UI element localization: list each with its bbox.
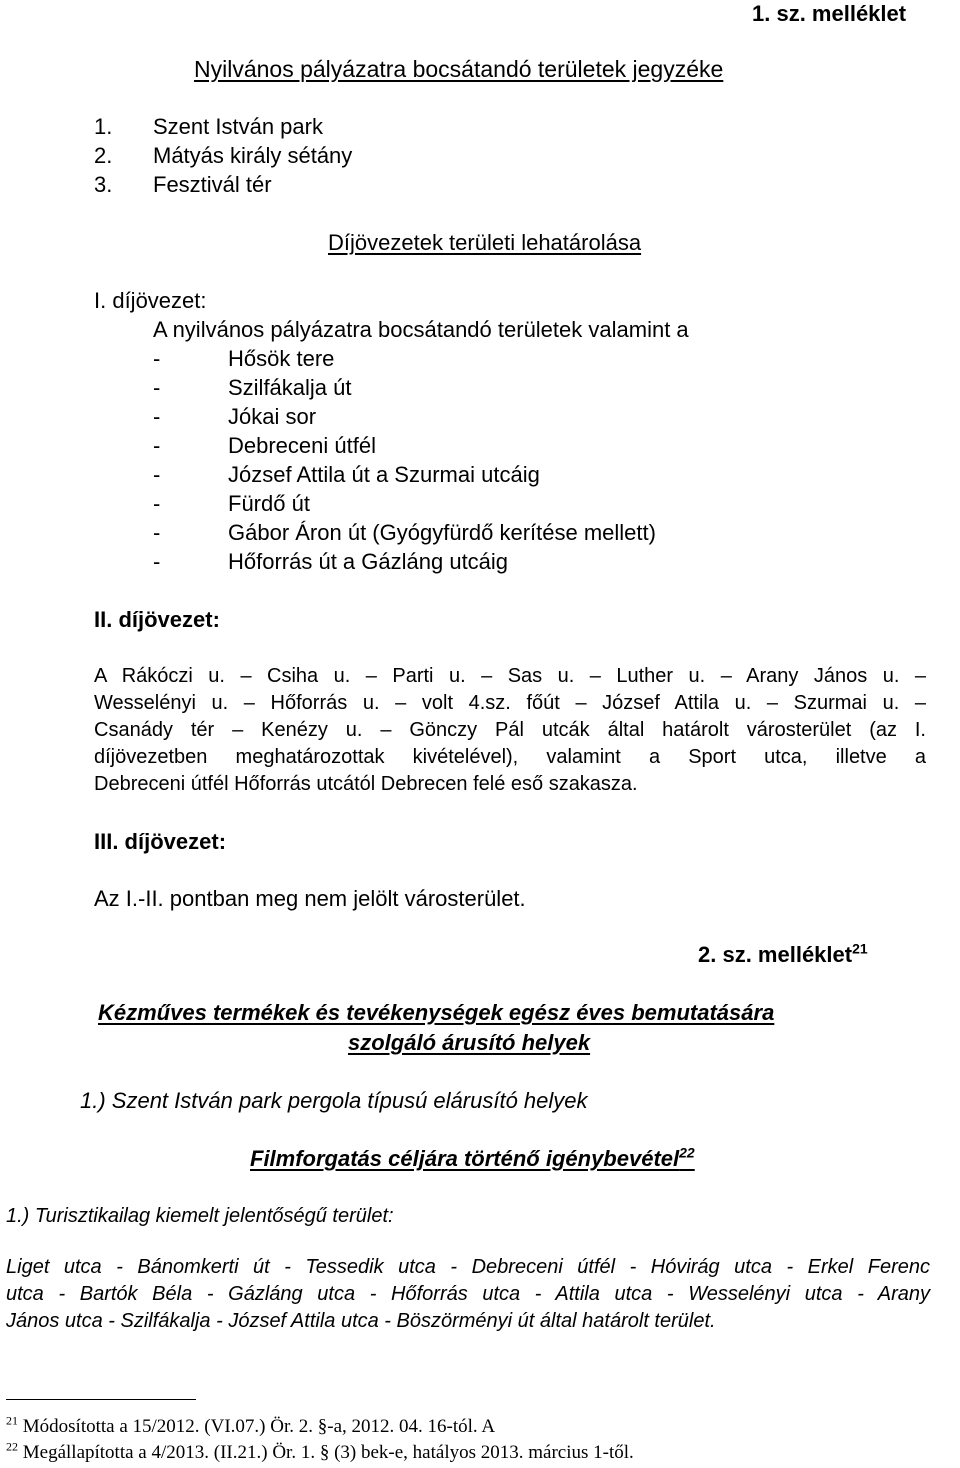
- annex-2-label-text: 2. sz. melléklet: [698, 942, 853, 967]
- zones-title: Díjövezetek területi lehatárolása: [328, 230, 642, 255]
- list-item: Fürdő út: [228, 491, 310, 516]
- list-item: Hőforrás út a Gázláng utcáig: [228, 549, 509, 574]
- list-item: Szilfákalja út: [228, 375, 352, 400]
- list-dash: -: [153, 520, 161, 545]
- footnote: [6, 1413, 496, 1437]
- footnote-number: 21: [6, 1413, 18, 1428]
- area-name: Mátyás király sétány: [153, 143, 353, 168]
- zone-2-line: Wesselényi u. – Hőforrás u. – volt 4.sz. főút – József Attila u. – Szurmai u. –: [94, 692, 926, 714]
- annex-1-label: 1. sz. melléklet: [752, 1, 907, 26]
- zone-2-line: Debreceni útfél Hőforrás utcától Debrecen felé eső szakasza.: [94, 773, 638, 795]
- zone-1-intro: A nyilvános pályázatra bocsátandó területek valamint a: [153, 317, 689, 342]
- film-title-text: Filmforgatás céljára történő igénybevétel: [250, 1146, 680, 1171]
- annex-2-title-line-1: Kézműves termékek és tevékenységek egész éves bemutatására: [98, 1000, 775, 1025]
- footnote-number: 22: [6, 1439, 18, 1454]
- footnote-text: Módosította a 15/2012. (VI.07.) Ör. 2. §-a, 2012. 04. 16-tól. A: [22, 1416, 496, 1437]
- film-title: [250, 1144, 695, 1171]
- footnote-ref-21: 21: [852, 940, 868, 957]
- list-dash: -: [153, 375, 161, 400]
- area-name: Szent István park: [153, 114, 323, 139]
- zone-2-line: A Rákóczi u. – Csiha u. – Parti u. – Sas u. – Luther u. – Arany János u. –: [94, 665, 926, 687]
- zone-2-line: díjövezetben meghatározottak kivételével), valamint a Sport utca, illetve a: [94, 746, 926, 768]
- list-item: Debreceni útfél: [228, 433, 376, 458]
- footnote-divider: [6, 1399, 196, 1400]
- film-item: 1.) Turisztikailag kiemelt jelentőségű terület:: [6, 1205, 394, 1227]
- list-item: Hősök tere: [228, 346, 335, 371]
- list-dash: -: [153, 346, 161, 371]
- list-dash: -: [153, 404, 161, 429]
- film-line: Liget utca - Bánomkerti út - Tessedik utca - Debreceni útfél - Hóvirág utca - Erkel Ferenc: [6, 1256, 930, 1278]
- annex-2-item: 1.) Szent István park pergola típusú elárusító helyek: [80, 1088, 588, 1113]
- area-number: 3.: [94, 172, 113, 197]
- zone-2-line: Csanády tér – Kenézy u. – Gönczy Pál utcák által határolt városterület (az I.: [94, 719, 926, 741]
- list-dash: -: [153, 491, 161, 516]
- footnote: [6, 1439, 634, 1463]
- list-dash: -: [153, 462, 161, 487]
- area-number: 2.: [94, 143, 113, 168]
- annex-2-title-line-2: szolgáló árusító helyek: [348, 1030, 591, 1055]
- film-line: utca - Bartók Béla - Gázláng utca - Hőforrás utca - Attila utca - Wesselényi utca - Arany: [6, 1283, 930, 1305]
- footnote-text: Megállapította a 4/2013. (II.21.) Ör. 1. § (3) bek-e, hatályos 2013. március 1-től.: [22, 1442, 634, 1463]
- area-name: Fesztivál tér: [153, 172, 272, 197]
- list-item: József Attila út a Szurmai utcáig: [228, 462, 540, 487]
- list-dash: -: [153, 433, 161, 458]
- footnote-ref-22: 22: [679, 1144, 695, 1161]
- annex-1-title: Nyilvános pályázatra bocsátandó területek jegyzéke: [194, 56, 724, 82]
- list-item: Gábor Áron út (Gyógyfürdő kerítése mellett): [228, 520, 656, 545]
- annex-2-label: [698, 940, 868, 967]
- list-dash: -: [153, 549, 161, 574]
- zone-3-heading: III. díjövezet:: [94, 829, 227, 854]
- list-item: Jókai sor: [228, 404, 317, 429]
- film-line: János utca - Szilfákalja - József Attila utca - Böszörményi út által határolt terület.: [6, 1310, 716, 1332]
- zone-2-heading: II. díjövezet:: [94, 607, 220, 632]
- zone-1-heading: I. díjövezet:: [94, 288, 207, 313]
- zone-3-text: Az I.-II. pontban meg nem jelölt városterület.: [94, 886, 526, 911]
- area-number: 1.: [94, 114, 113, 139]
